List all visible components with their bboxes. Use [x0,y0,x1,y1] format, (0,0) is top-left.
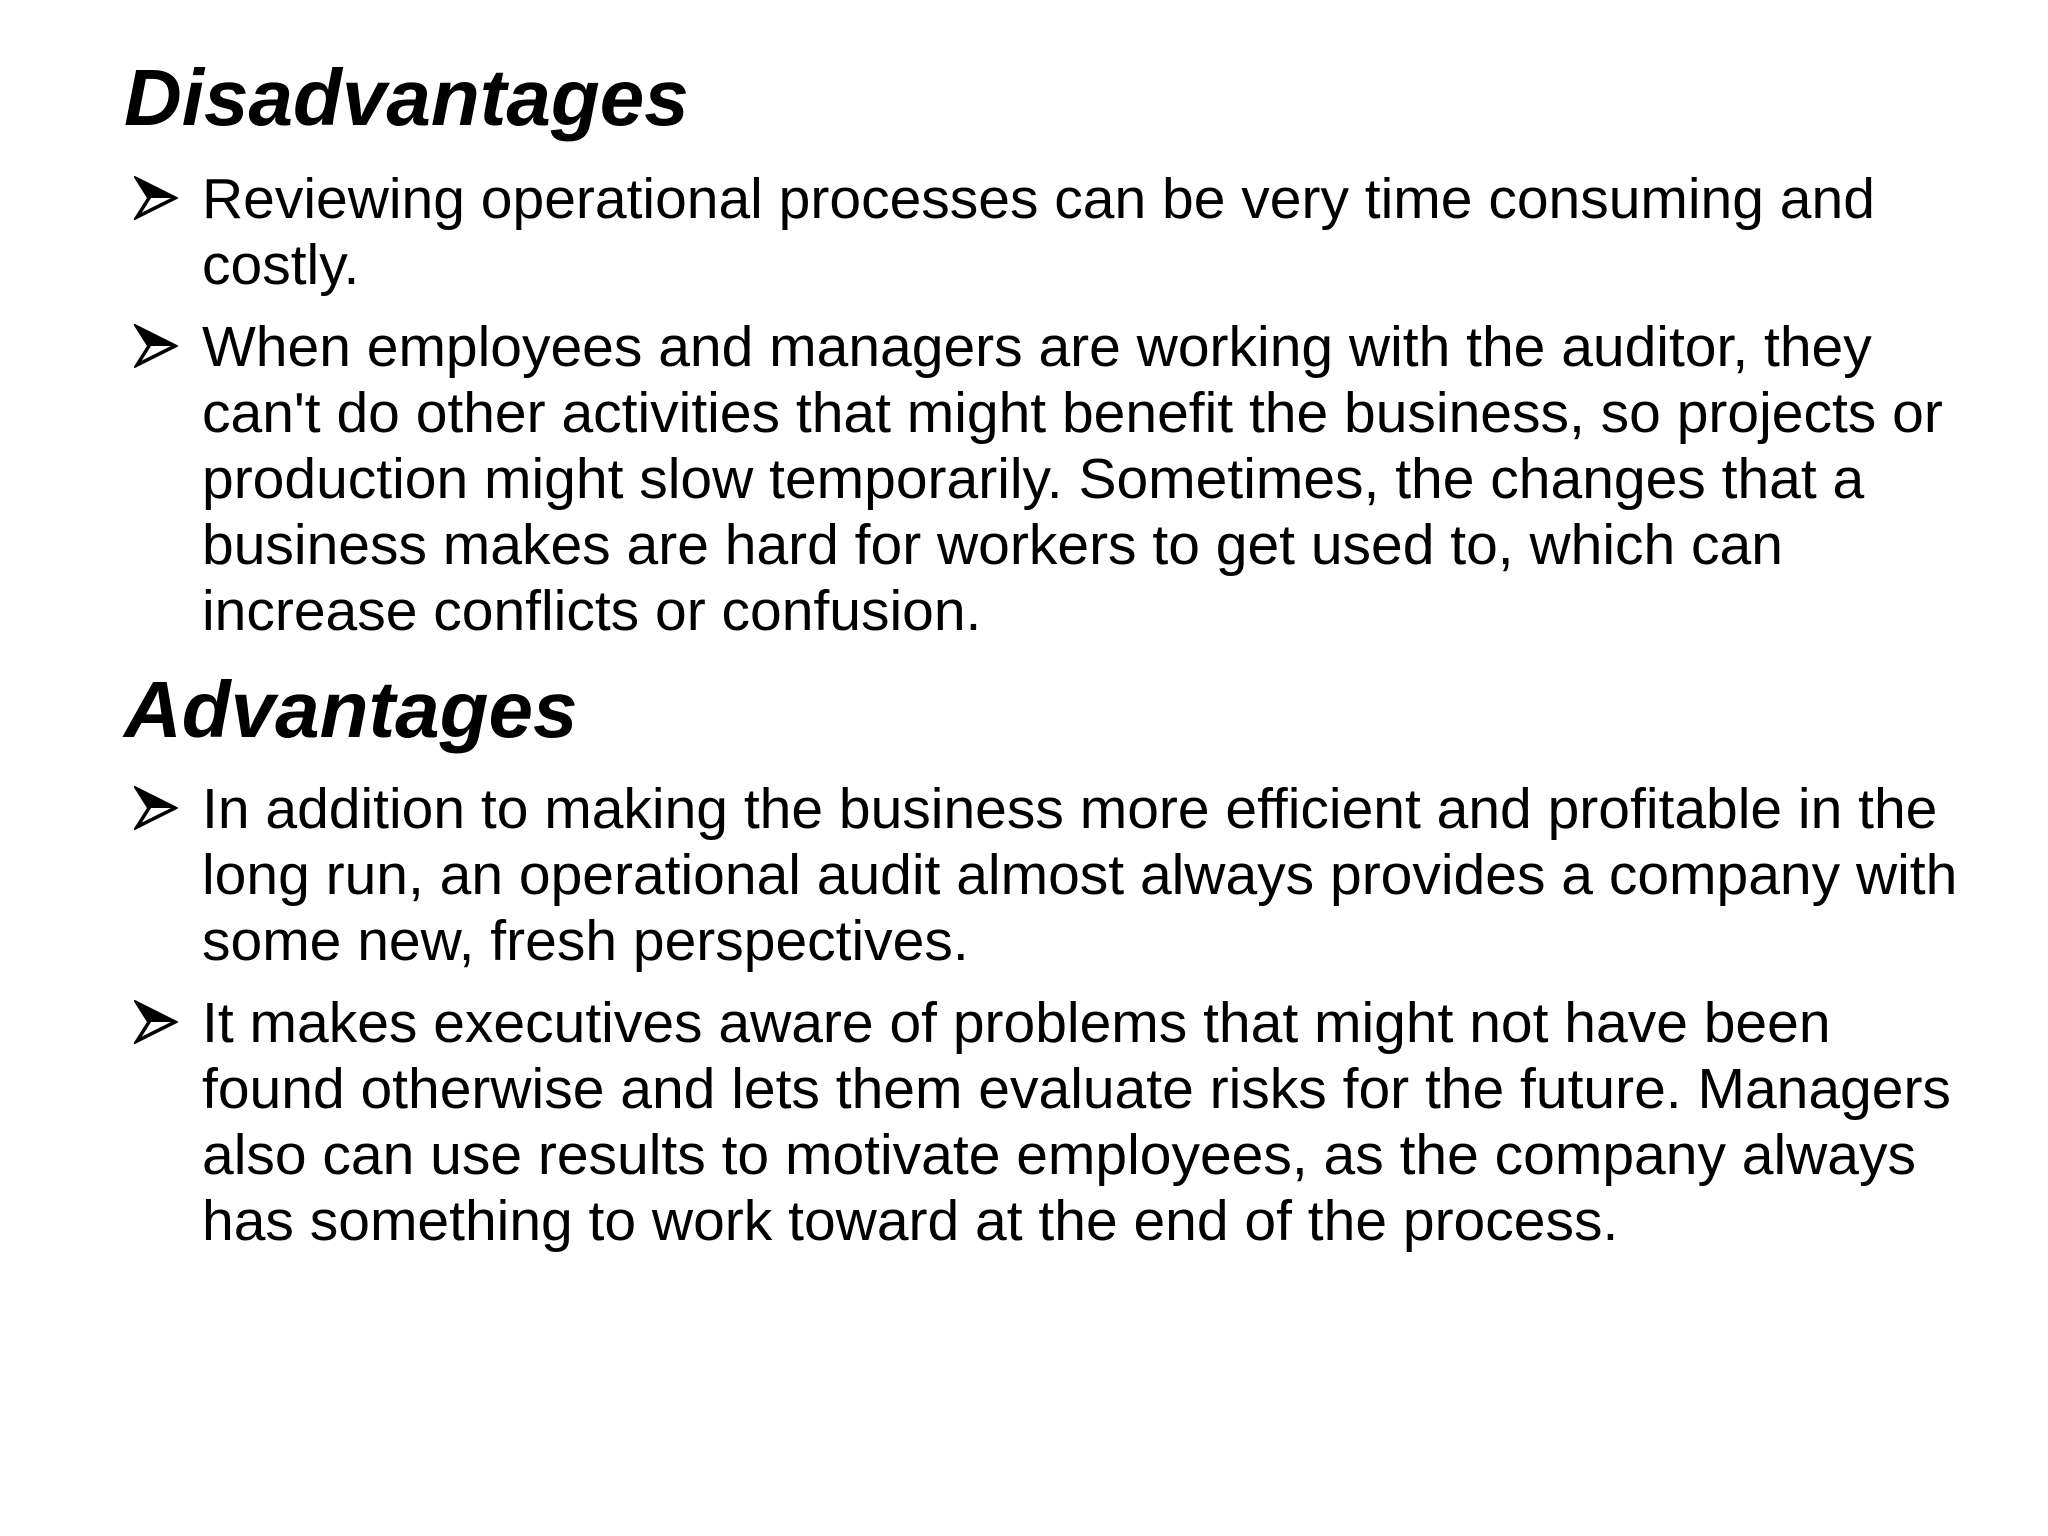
list-item [124,314,1964,644]
arrowhead-bullet-icon [134,176,178,220]
bullet-list-advantages [124,776,1964,1270]
bullet-text: Reviewing operational processes can be very time consuming and costly. [202,167,1875,297]
section-heading-advantages: Advantages [124,665,578,754]
list-item [124,776,1964,974]
bullet-text: It makes executives aware of problems that might not have been found otherwise and lets them evaluate risks for the future. Managers also can use results to motivate employees, as the company always has something to work toward at the end of the process. [202,991,1951,1253]
bullet-text: In addition to making the business more efficient and profitable in the long run, an operational audit almost always provides a company with some new, fresh perspectives. [202,777,1958,973]
list-item [124,166,1964,298]
section-heading-disadvantages: Disadvantages [124,53,689,142]
arrowhead-bullet-icon [134,786,178,830]
bullet-text: When employees and managers are working with the auditor, they can't do other activities that might benefit the business, so projects or production might slow temporarily. Sometimes, the changes that a business makes are hard for workers to get used to, which can increase conflicts or confusion. [202,315,1943,643]
arrowhead-bullet-icon [134,1000,178,1044]
list-item [124,990,1964,1254]
arrowhead-bullet-icon [134,324,178,368]
bullet-list-disadvantages [124,166,1964,660]
